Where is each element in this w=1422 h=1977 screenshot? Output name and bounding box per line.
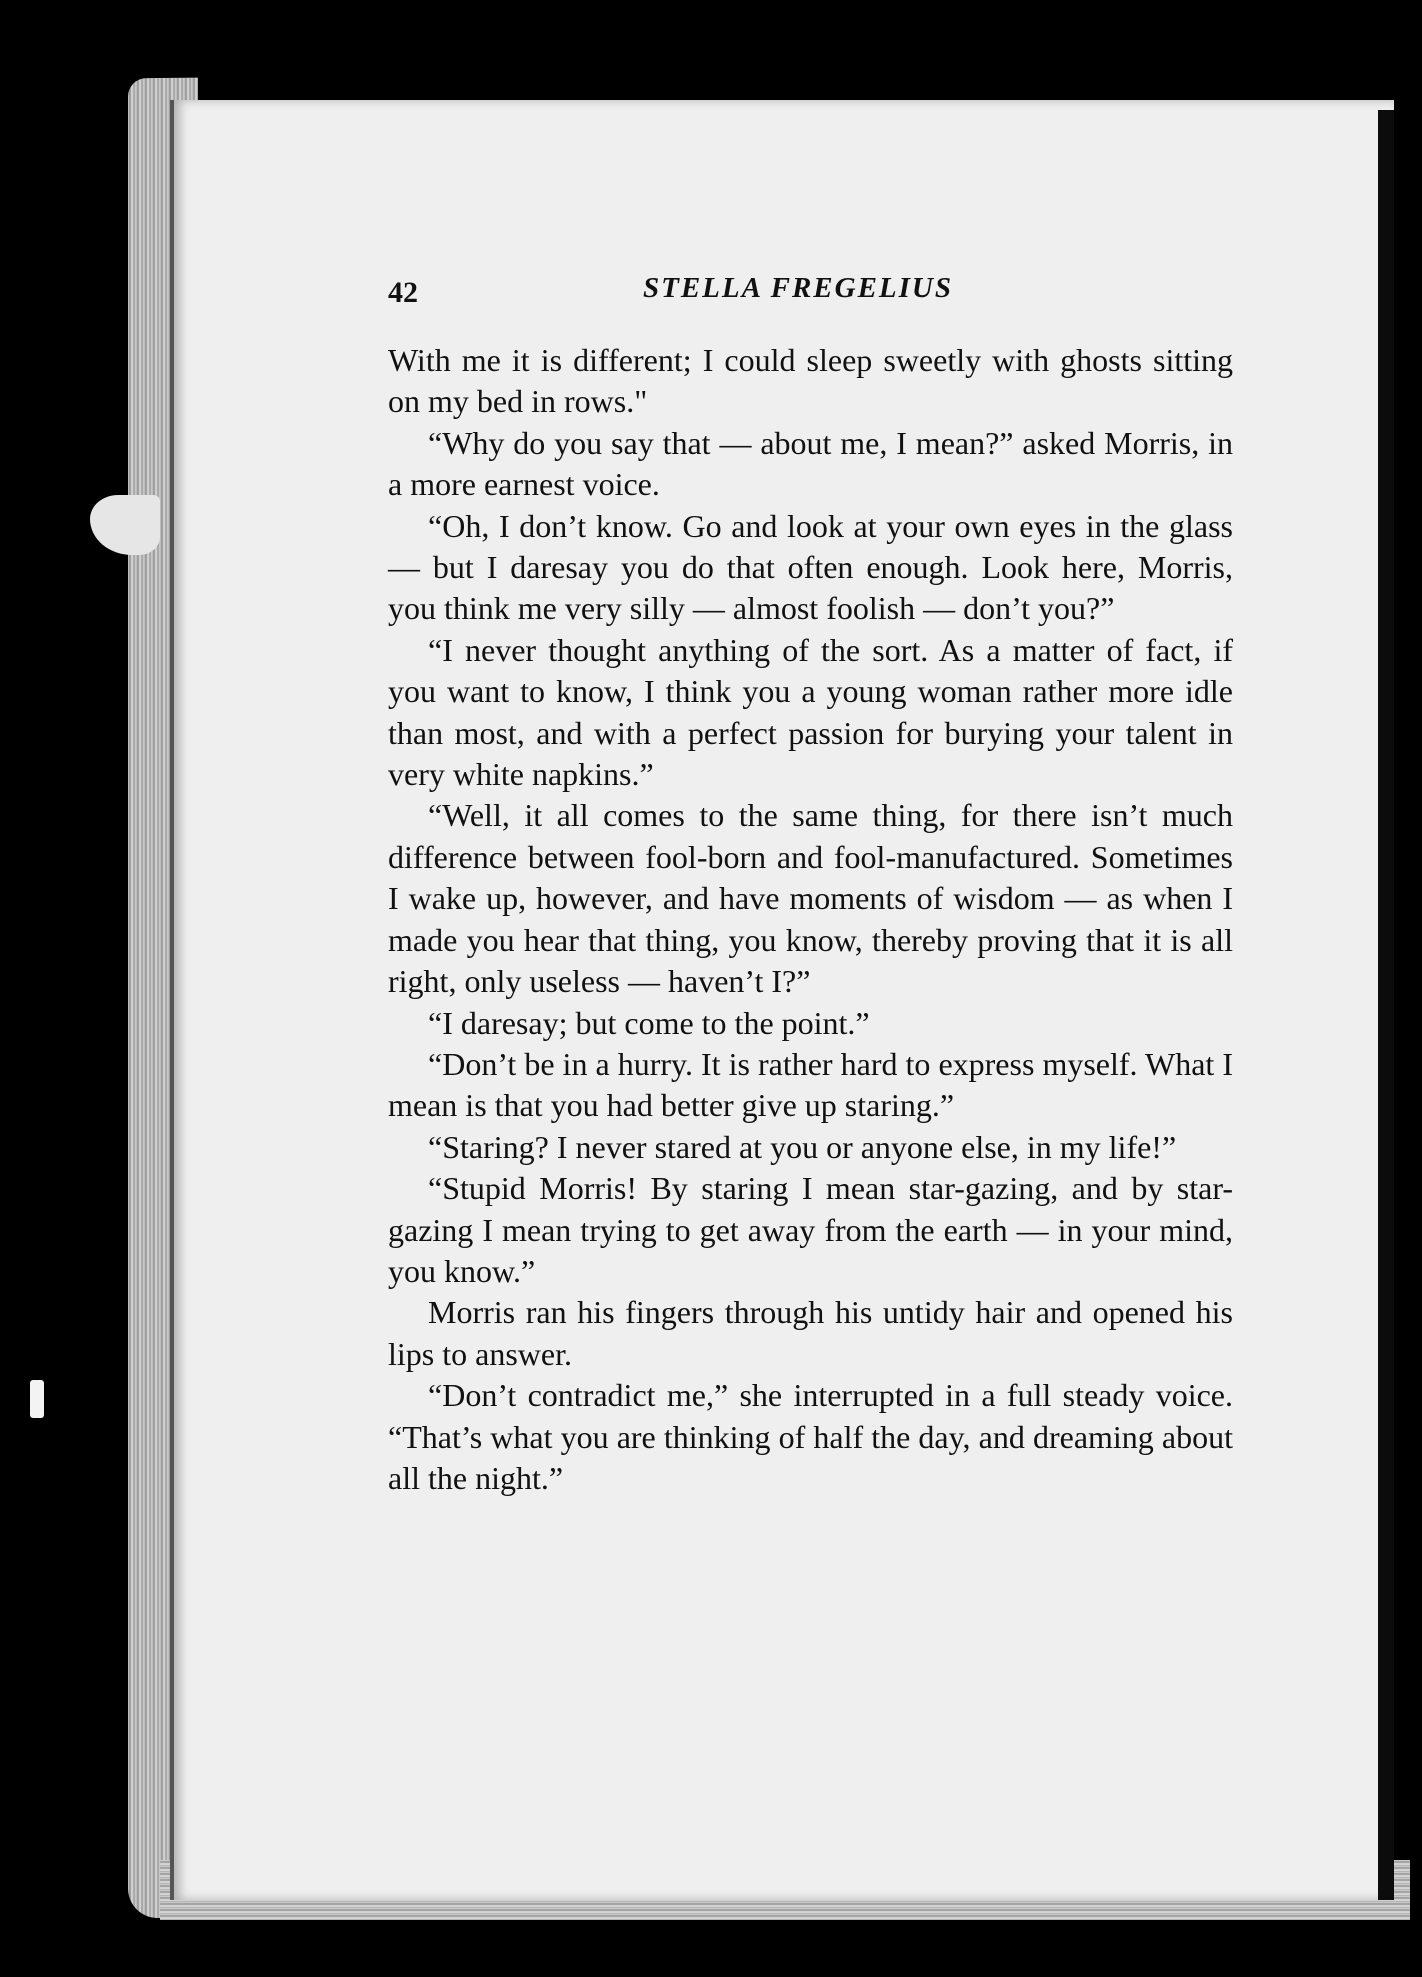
body-text: [388, 340, 1233, 1499]
paragraph: “Oh, I don’t know. Go and look at your own eyes in the glass — but I daresay you do that often enough. Look here, Morris, you think me very silly — almost foolish — don’t you?”: [388, 507, 1233, 627]
paper-tear: [90, 495, 160, 555]
paragraph: “Staring? I never stared at you or anyone else, in my life!”: [428, 1128, 1177, 1165]
paragraph: “Stupid Morris! By staring I mean star-gazing, and by star-gazing I mean trying to get away from the earth — in your mind, you know.”: [388, 1170, 1233, 1289]
paragraph: “Don’t contradict me,” she interrupted in a full steady voice. “That’s what you are thinking of half the day, and dreaming about all the night.”: [388, 1377, 1233, 1496]
paragraph: “Why do you say that — about me, I mean?” asked Morris, in a more earnest voice.: [388, 424, 1233, 503]
paragraph: “I never thought anything of the sort. As a matter of fact, if you want to know, I think you a young woman rather more idle than most, and with a perfect passion for burying your talent in very white napkins.”: [388, 631, 1233, 793]
paragraph: With me it is different; I could sleep sweetly with ghosts sitting on my bed in rows.": [388, 342, 1233, 420]
paragraph: Morris ran his fingers through his untidy hair and opened his lips to answer.: [388, 1294, 1233, 1372]
page-number: 42: [388, 276, 418, 309]
paragraph: “Well, it all comes to the same thing, for there isn’t much difference between fool-born and fool-manufactured. Sometimes I wake up, however, and have moments of wisdom — as when I made you hear that thing, you know, thereby proving that it is all right, only useless — haven’t I?”: [388, 797, 1233, 1000]
paragraph: “Don’t be in a hurry. It is rather hard to express myself. What I mean is that you had better give up staring.”: [388, 1045, 1233, 1124]
running-title: STELLA FREGELIUS: [643, 272, 953, 304]
scan-speck: [30, 1380, 44, 1418]
paragraph: “I daresay; but come to the point.”: [428, 1004, 870, 1041]
page-header: [388, 272, 988, 312]
